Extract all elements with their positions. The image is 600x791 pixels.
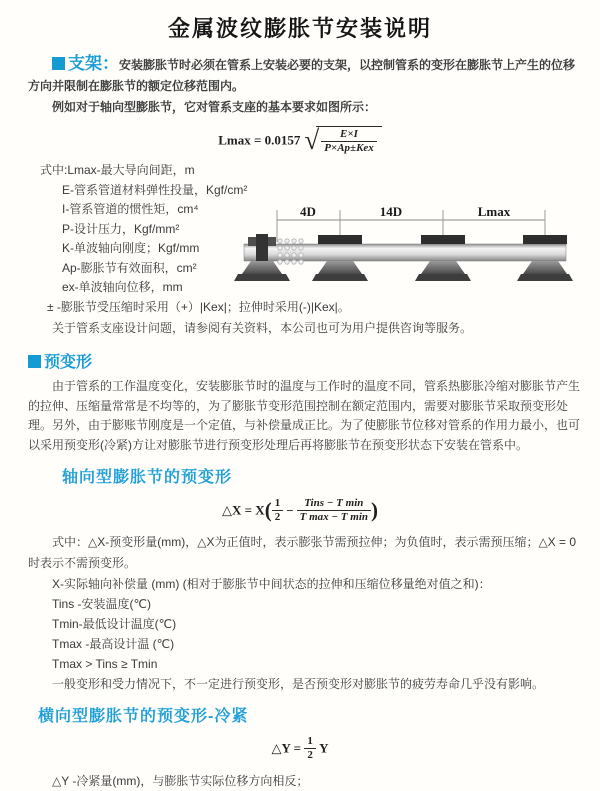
page-title: 金属波纹膨胀节安装说明 — [167, 16, 432, 41]
lmax-formula-lhs: Lmax = 0.0157 — [218, 132, 301, 148]
definition-item: Ap-膨胀节有效面积，cm² — [62, 260, 197, 275]
variable-item: X-实际轴向补偿量 (mm) (相对于膨胀节中间状态的拉伸和压缩位移量绝对值之和)： — [52, 577, 491, 591]
axial-variable-list — [52, 574, 600, 674]
predeform-paragraph: 由于管系的工作温度变化，安装膨胀节时的温度与工作时的温度不同，管系热膨胀冷缩对膨胀节产生的拉伸、压缩量常常是不均等的，为了膨胀节变形范围控制在额定范围内，需要对膨胀节采取预变形处理。另外，由于膨账节刚度是一个定值，与补偿量成正比。为了使膨胀节位移对管系的作用力最小，也可以采用预变形(冷紧)方让对膨胀节进行预变形处理后再将膨胀节在预变形状态下安装在管系中。 — [28, 379, 581, 452]
delta-y-rhs: Y — [319, 740, 329, 756]
lateral-variable-list — [52, 771, 600, 791]
delta-y-formula — [0, 735, 600, 762]
delta-x-formula — [0, 497, 600, 524]
temp-frac-numerator: Tins − T min — [304, 497, 364, 509]
dimension-label-14d: 14D — [379, 204, 403, 219]
dimension-label-lmax: Lmax — [477, 204, 511, 219]
delta-y-lhs: △Y = — [271, 740, 302, 756]
support-note-paragraph: 关于管系支座设计问题，请参阅有关资料，本公司也可为用户提供咨询等服务。 — [52, 321, 473, 335]
variable-item: Tmax > Tins ≥ Tmin — [52, 657, 158, 671]
definition-item: K-单波轴向刚度；Kgf/mm — [62, 241, 200, 255]
delta-x-explain-paragraph: 式中：△X-预变形量(mm)，△X为正值时，表示膨张节需预拉伸；为负值时，表示需预压缩；△X = 0时表示不需预变形。 — [28, 535, 577, 570]
half-numerator: 1 — [274, 497, 281, 509]
support-example-paragraph: 例如对于轴向型膨胀节，它对管系支座的基本要求如图所示： — [52, 100, 377, 114]
lmax-frac-denominator: P×Ap±Kex — [321, 141, 377, 155]
minus-operator: − — [286, 502, 294, 518]
lateral-predeform-heading: 横向型膨胀节的预变形-冷紧 — [38, 708, 249, 725]
section-title-support: 支架： — [68, 54, 119, 73]
delta-y-denominator: 2 — [304, 748, 316, 762]
definition-item: ± -膨胀节受压缩时采用（+）|Kex|；拉伸时采用(-)|Kex|。 — [47, 299, 350, 314]
variable-item: Tmax -最高设计温 (℃) — [52, 637, 175, 651]
open-paren: ( — [264, 498, 272, 522]
lmax-formula — [0, 125, 600, 156]
section-title-predeform — [28, 349, 600, 372]
definition-item: I-管系管道的惯性矩，cm⁴ — [62, 202, 199, 216]
variable-item: Tins -安装温度(℃) — [52, 597, 152, 611]
variable-item: Tmin-最低设计温度(℃) — [52, 617, 177, 631]
definition-item: 式中:Lmax-最大导向间距，m — [40, 163, 195, 177]
definition-item: E-管系管道材料弹性投量，Kgf/cm² — [62, 182, 248, 197]
temp-frac-denominator: T max − T min — [297, 510, 371, 524]
axial-note-paragraph: 一般变形和受力情况下，不一定进行预变形，是否预变形对膨胀节的疲劳寿命几乎没有影响。 — [52, 677, 545, 691]
definition-item: ex-单波轴向位移，mm — [62, 280, 183, 294]
delta-x-lhs: △X = X — [222, 502, 265, 518]
variable-item: △Y -冷紧量(mm)，与膨胀节实际位移方向相反； — [52, 774, 309, 788]
definition-item: P-设计压力，Kgf/mm² — [62, 221, 180, 236]
half-denominator: 2 — [272, 510, 284, 524]
document-page — [0, 12, 600, 788]
support-intro-paragraph — [28, 53, 580, 97]
section-bullet-icon — [28, 355, 41, 368]
support-spacing-diagram — [244, 204, 600, 288]
close-paren: ) — [371, 498, 378, 522]
axial-predeform-heading: 轴向型膨胀节的预变形 — [62, 469, 233, 486]
sqrt-symbol: √ — [304, 125, 320, 155]
predeform-heading-text: 预变形 — [44, 354, 93, 371]
support-intro-text: 安装膨胀节时必须在管系上安装必要的支架，以控制管系的变形在膨胀节上产生的位移方向并限制在膨胀节的额定位移范围内。 — [28, 58, 576, 93]
pipe-diagram-svg — [244, 204, 600, 288]
dimension-label-4d: 4D — [300, 204, 316, 219]
delta-y-numerator: 1 — [307, 735, 313, 747]
section-bullet-icon — [52, 57, 65, 70]
lmax-radicand — [316, 126, 382, 155]
lmax-frac-numerator: E×I — [340, 128, 358, 140]
